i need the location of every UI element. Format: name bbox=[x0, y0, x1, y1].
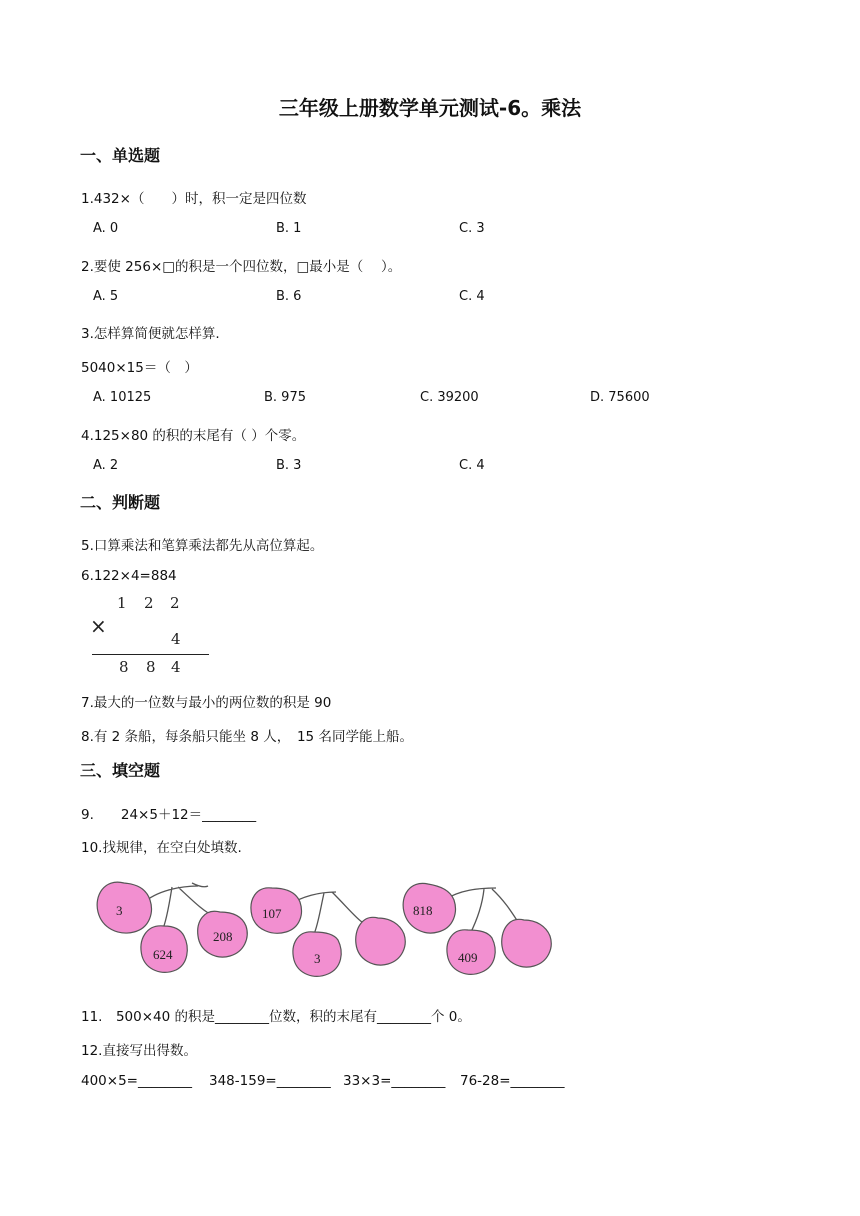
vertical-result-digit: 4 bbox=[171, 658, 181, 676]
question-3-expression: 5040×15＝（ ） bbox=[81, 360, 198, 376]
vertical-top-digit: 1 bbox=[117, 594, 127, 612]
q3-option-d: D. 75600 bbox=[590, 390, 650, 405]
q4-option-b: B. 3 bbox=[276, 458, 302, 473]
question-7: 7.最大的一位数与最小的两位数的积是 90 bbox=[81, 695, 332, 711]
q12-item: 400×5=________ bbox=[81, 1073, 192, 1089]
cherry-number: 208 bbox=[213, 929, 233, 944]
vertical-multiplier: 4 bbox=[171, 630, 181, 648]
q3-option-b: B. 975 bbox=[264, 390, 306, 405]
question-6: 6.122×4=884 bbox=[81, 568, 177, 584]
vertical-result-digit: 8 bbox=[119, 658, 129, 676]
vertical-top-digit: 2 bbox=[170, 594, 180, 612]
question-10: 10.找规律，在空白处填数. bbox=[81, 840, 242, 856]
multiply-sign: × bbox=[90, 614, 107, 638]
q1-option-b: B. 1 bbox=[276, 221, 302, 236]
cherry-number: 624 bbox=[153, 947, 173, 962]
q2-option-a: A. 5 bbox=[93, 289, 119, 304]
q2-option-b: B. 6 bbox=[276, 289, 302, 304]
cherry-pattern-illustration bbox=[92, 878, 562, 988]
q3-option-c: C. 39200 bbox=[420, 390, 479, 405]
section-heading-single-choice: 一、单选题 bbox=[80, 146, 161, 165]
section-heading-fill-in: 三、填空题 bbox=[80, 761, 161, 780]
q12-item: 348-159=________ bbox=[209, 1073, 331, 1089]
cherry-number: 818 bbox=[413, 903, 433, 918]
page-title: 三年级上册数学单元测试-6。乘法 bbox=[278, 96, 582, 120]
q2-option-c: C. 4 bbox=[459, 289, 485, 304]
q12-item: 76-28=________ bbox=[460, 1073, 565, 1089]
question-1: 1.432×（ ）时，积一定是四位数 bbox=[81, 191, 307, 207]
section-heading-true-false: 二、判断题 bbox=[80, 493, 161, 512]
vertical-top-digit: 2 bbox=[144, 594, 154, 612]
cherry-number: 3 bbox=[314, 951, 321, 966]
q3-option-a: A. 10125 bbox=[93, 390, 152, 405]
q4-option-a: A. 2 bbox=[93, 458, 119, 473]
q1-option-a: A. 0 bbox=[93, 221, 119, 236]
question-3: 3.怎样算简便就怎样算. bbox=[81, 326, 220, 342]
question-8: 8.有 2 条船，每条船只能坐 8 人， 15 名同学能上船。 bbox=[81, 729, 413, 745]
question-12: 12.直接写出得数。 bbox=[81, 1043, 197, 1059]
q1-option-c: C. 3 bbox=[459, 221, 485, 236]
question-11: 11. 500×40 的积是________位数，积的末尾有________个 0。 bbox=[81, 1009, 471, 1025]
question-4: 4.125×80 的积的末尾有（ ）个零。 bbox=[81, 428, 306, 444]
q12-item: 33×3=________ bbox=[343, 1073, 446, 1089]
question-9: 9. 24×5＋12＝________ bbox=[81, 807, 257, 823]
q4-option-c: C. 4 bbox=[459, 458, 485, 473]
vertical-multiplication bbox=[88, 594, 218, 678]
question-5: 5.口算乘法和笔算乘法都先从高位算起。 bbox=[81, 538, 324, 554]
cherry-number: 409 bbox=[458, 950, 478, 965]
cherry-number: 107 bbox=[262, 906, 282, 921]
question-2: 2.要使 256×□的积是一个四位数，□最小是（ ）。 bbox=[81, 259, 402, 275]
vertical-divider-line bbox=[92, 654, 209, 655]
vertical-result-digit: 8 bbox=[146, 658, 156, 676]
cherry-number: 3 bbox=[116, 903, 123, 918]
